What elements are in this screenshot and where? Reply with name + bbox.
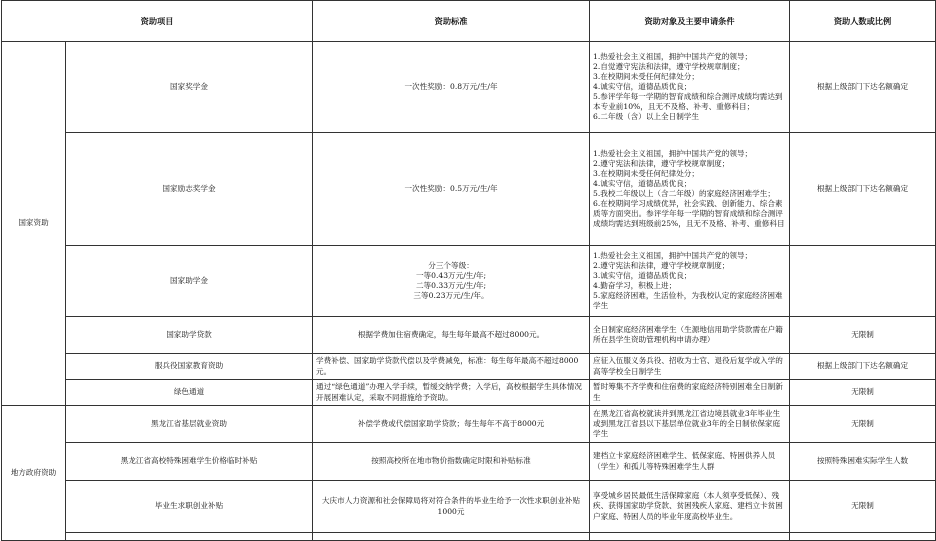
table-row	[2, 133, 936, 246]
standard-cell: 补偿学费或代偿国家助学贷款；每生每年不高于8000元	[313, 406, 590, 443]
conditions-cell: 应征入伍服义务兵役、招收为士官、退役后复学或入学的高等学校全日制学生	[590, 354, 790, 380]
conditions-cell: 1.热爱社会主义祖国，拥护中国共产党的领导； 2.遵守宪法和法律，遵守学校规章制度； 3.在校期间未受任何纪律处分； 4.诚实守信，道德品质优良； 5.我校二年级以上（含二年级）的家庭经济困难学生； 6.在校期间学习成绩优异，社会实践、创新能力、综合素质等方面突出。参评学年每一学期的智育成绩和综合测评成绩均需达到班级前25%，且无不及格、补考、重修科目	[590, 133, 790, 246]
conditions-cell: 暂时筹集不齐学费和住宿费的家庭经济特别困难全日制新生	[590, 380, 790, 406]
blank-cell	[66, 533, 313, 541]
category-local: 地方政府资助	[2, 406, 66, 541]
conditions-cell: 享受城乡居民最低生活保障家庭（本人须享受低保）、残疾、获得国家助学贷款、贫困残疾人家庭、建档立卡贫困户家庭、特困人员的毕业年度高校毕业生。	[590, 481, 790, 533]
aid-table	[1, 0, 936, 541]
quota-cell: 按照特殊困难实际学生人数	[790, 443, 936, 481]
standard-cell: 通过“绿色通道”办理入学手续，暂缓交纳学费；入学后，高校根据学生具体情况开展困难认定，采取不同措施给予资助。	[313, 380, 590, 406]
blank-cell	[590, 533, 790, 541]
project-name: 黑龙江省基层就业资助	[66, 406, 313, 443]
quota-cell: 无限制	[790, 317, 936, 354]
project-name: 黑龙江省高校特殊困难学生价格临时补贴	[66, 443, 313, 481]
blank-cell	[313, 533, 590, 541]
table-row-blank	[2, 533, 936, 541]
project-name: 国家助学贷款	[66, 317, 313, 354]
table-row	[2, 443, 936, 481]
table-row	[2, 354, 936, 380]
standard-cell: 一次性奖励：0.5万元/生/年	[313, 133, 590, 246]
quota-cell: 无限制	[790, 481, 936, 533]
conditions-cell: 1.热爱社会主义祖国，拥护中国共产党的领导； 2.遵守宪法和法律，遵守学校规章制度； 3.诚实守信，道德品质优良； 4.勤奋学习，积极上进； 5.家庭经济困难，生活俭朴，为我校认定的家庭经济困难学生	[590, 246, 790, 317]
project-name: 国家助学金	[66, 246, 313, 317]
table-row	[2, 406, 936, 443]
standard-cell: 一次性奖励：0.8万元/生/年	[313, 42, 590, 133]
header-conditions: 资助对象及主要申请条件	[590, 1, 790, 42]
standard-cell: 根据学费加住宿费确定，每生每年最高不超过8000元。	[313, 317, 590, 354]
category-national: 国家资助	[2, 42, 66, 406]
conditions-cell: 在黑龙江省高校就读并到黑龙江省边境县就业3年毕业生或到黑龙江省县以下基层单位就业3年的全日制依保家庭学生	[590, 406, 790, 443]
standard-cell: 学费补偿、国家助学贷款代偿以及学费减免，标准：每生每年最高不超过8000元。	[313, 354, 590, 380]
header-row	[2, 1, 936, 42]
project-name: 服兵役国家教育资助	[66, 354, 313, 380]
project-name: 绿色通道	[66, 380, 313, 406]
standard-cell: 大庆市人力资源和社会保障局将对符合条件的毕业生给予一次性求职创业补贴1000元	[313, 481, 590, 533]
table-row	[2, 42, 936, 133]
table-row	[2, 380, 936, 406]
quota-cell: 无限制	[790, 406, 936, 443]
project-name: 国家奖学金	[66, 42, 313, 133]
quota-cell: 根据上级部门下达名额确定	[790, 133, 936, 246]
header-standard: 资助标准	[313, 1, 590, 42]
quota-cell: 根据上级部门下达名额确定	[790, 42, 936, 133]
table-row	[2, 481, 936, 533]
quota-cell	[790, 246, 936, 317]
header-project: 资助项目	[2, 1, 313, 42]
table-row	[2, 317, 936, 354]
standard-cell: 分三个等级： 一等0.43万元/生/年; 二等0.33万元/生/年; 三等0.23万元/生/年。	[313, 246, 590, 317]
conditions-cell: 建档立卡家庭经济困难学生、低保家庭、特困供养人员（学生）和孤儿等特殊困难学生人群	[590, 443, 790, 481]
quota-cell: 根据上级部门下达名额确定	[790, 354, 936, 380]
project-name: 国家励志奖学金	[66, 133, 313, 246]
project-name: 毕业生求职创业补贴	[66, 481, 313, 533]
conditions-cell: 1.热爱社会主义祖国，拥护中国共产党的领导； 2.自觉遵守宪法和法律，遵守学校规章制度； 3.在校期间未受任何纪律处分； 4.诚实守信，道德品质优良； 5.参评学年每一学期的智育成绩和综合测评成绩均需达到本专业前10%，且无不及格、补考、重修科目； 6.二年级（含）以上全日制学生	[590, 42, 790, 133]
header-quota: 资助人数或比例	[790, 1, 936, 42]
quota-cell: 无限制	[790, 380, 936, 406]
table-row	[2, 246, 936, 317]
conditions-cell: 全日制家庭经济困难学生（生源地信用助学贷款需在户籍所在县学生资助管理机构申请办理）	[590, 317, 790, 354]
standard-cell: 按照高校所在地市物价指数确定时限和补贴标准	[313, 443, 590, 481]
blank-cell	[790, 533, 936, 541]
